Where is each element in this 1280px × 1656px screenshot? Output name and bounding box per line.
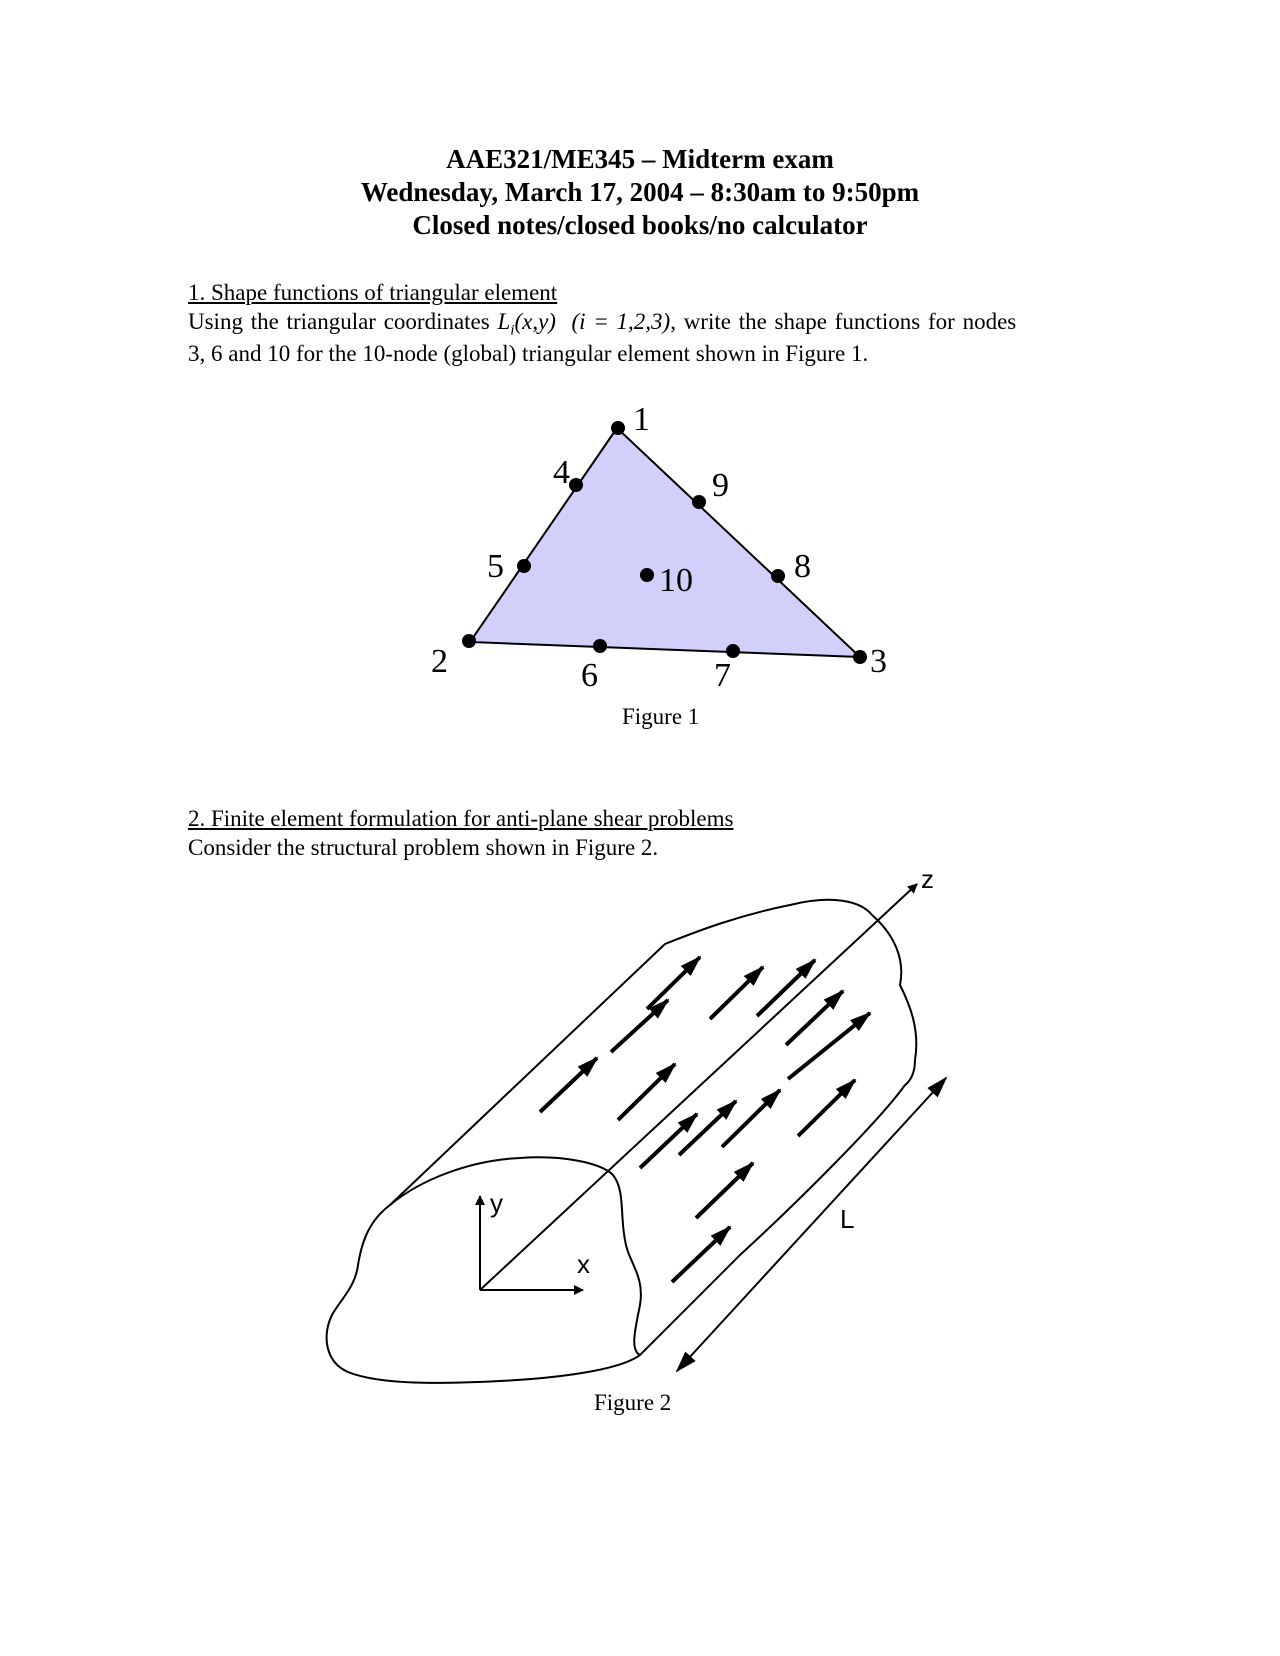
node-label-9: 9 <box>712 467 729 504</box>
shear-arrow <box>710 967 763 1019</box>
node-label-1: 1 <box>633 401 650 438</box>
cylinder-top-edge <box>390 900 872 1205</box>
shear-arrow <box>640 1114 697 1168</box>
x-axis-label: x <box>577 1249 590 1279</box>
exam-date: Wednesday, March 17, 2004 – 8:30am to 9:50pm <box>360 177 920 207</box>
shear-arrow <box>647 957 700 1009</box>
figure1-caption: Figure 1 <box>622 704 700 729</box>
node-label-5: 5 <box>487 548 504 585</box>
shear-arrow <box>611 1000 668 1052</box>
shear-arrow <box>722 1090 780 1147</box>
node-label-4: 4 <box>553 454 570 491</box>
shear-arrow <box>540 1058 597 1112</box>
exam-rules: Closed notes/closed books/no calculator <box>412 210 868 240</box>
shear-arrow <box>788 1013 870 1079</box>
problem1-text-a: Using the triangular coordinates <box>188 309 498 334</box>
cylinder-body <box>327 900 917 1383</box>
cylinder-far-end <box>872 915 916 1085</box>
node-label-8: 8 <box>794 548 811 585</box>
node-label-3: 3 <box>870 643 887 680</box>
math-L: L <box>497 309 511 334</box>
shear-load-arrows <box>540 957 870 1282</box>
node-label-6: 6 <box>581 657 598 694</box>
node-label-2: 2 <box>431 643 448 680</box>
problem2-title: 2. Finite element formulation for anti-plane shear problems <box>188 806 734 831</box>
node-label-7: 7 <box>714 657 731 694</box>
y-axis-label: y <box>490 1188 503 1218</box>
length-label: L <box>840 1204 855 1234</box>
shear-arrow <box>696 1163 753 1218</box>
problem1-text-line2: 3, 6 and 10 for the 10-node (global) triangular element shown in Figure 1. <box>188 341 869 366</box>
shear-arrow <box>618 1064 675 1120</box>
z-axis-label: z <box>921 864 934 894</box>
math-xy: (x,y) <box>514 309 556 334</box>
shear-arrow <box>679 1101 736 1155</box>
math-sub-i: i <box>510 322 515 339</box>
node-label-10: 10 <box>659 562 693 599</box>
problem1-text-b: , write the shape functions for nodes <box>670 309 1017 334</box>
problem2-text: Consider the structural problem shown in Figure 2. <box>188 835 659 860</box>
shear-arrow <box>798 1080 855 1136</box>
cylinder-bottom-edge <box>640 1085 905 1355</box>
figure2-caption: Figure 2 <box>594 1390 672 1415</box>
problem1-title: 1. Shape functions of triangular element <box>188 280 558 305</box>
exam-title: AAE321/ME345 – Midterm exam <box>446 144 834 174</box>
cylinder-cross-section <box>327 1157 641 1383</box>
math-i-range: (i = 1,2,3) <box>571 309 671 334</box>
